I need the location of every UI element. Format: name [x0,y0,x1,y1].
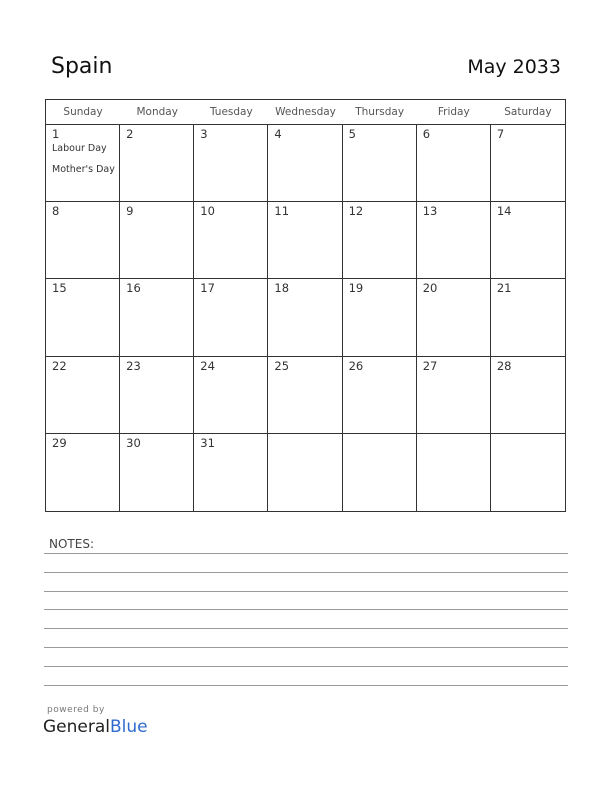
day-cell [491,125,565,202]
day-number: 10 [200,204,215,219]
day-cell [417,357,491,434]
day-number: 3 [200,127,208,141]
note-line [44,647,568,648]
country-title: Spain [51,54,113,79]
day-cell [417,434,491,511]
day-number: 27 [422,358,438,373]
note-line [44,572,568,573]
note-line [44,609,568,610]
day-number: 8 [52,204,60,219]
day-number: 21 [496,281,512,296]
day-cell [268,125,342,202]
day-number: 16 [126,281,141,296]
weekday-header: Sunday [63,106,103,118]
weekday-header-row [46,100,565,125]
day-number: 22 [52,358,67,373]
day-number: 9 [126,204,134,219]
day-cell [46,434,120,511]
day-cell [46,357,120,434]
day-number: 25 [274,358,290,373]
day-cell [120,279,194,356]
day-number: 19 [348,281,364,296]
weekday-header: Friday [437,106,470,118]
day-cell [343,125,417,202]
note-line [44,628,568,629]
day-cell [417,125,491,202]
day-cell [343,202,417,279]
brand-blue: Blue [110,717,148,737]
note-line [44,553,568,554]
day-cell [268,434,342,511]
weekday-header: Wednesday [275,106,336,118]
note-line [44,591,568,592]
day-cell [491,434,565,511]
day-cell [491,357,565,434]
notes-label: NOTES: [49,537,94,551]
day-cell [343,434,417,511]
day-cell [417,279,491,356]
day-number: 12 [348,204,364,219]
day-number: 2 [126,127,134,141]
day-cell [491,279,565,356]
day-number: 29 [52,435,67,450]
day-number: 13 [422,204,438,219]
day-cell [120,202,194,279]
day-cell [120,125,194,202]
day-cell [46,125,120,202]
day-number: 17 [200,281,215,296]
holiday-label: Labour Day [52,143,107,154]
day-number: 11 [274,204,290,219]
day-cell [194,357,268,434]
day-number: 28 [496,358,512,373]
calendar-body [46,125,565,511]
day-cell [120,357,194,434]
day-number: 20 [422,281,438,296]
weekday-header: Monday [136,106,178,118]
day-number: 24 [200,358,215,373]
day-number: 6 [422,127,431,141]
weekday-header: Thursday [355,106,405,118]
day-cell [46,202,120,279]
note-line [44,685,568,686]
generalblue-logo [43,717,148,737]
day-number: 4 [274,127,282,141]
day-number: 5 [348,127,356,141]
day-cell [46,279,120,356]
holiday-label: Mother's Day [52,164,115,175]
day-cell [194,125,268,202]
day-number: 7 [496,127,505,141]
powered-by-text: powered by [47,705,105,715]
day-cell [268,202,342,279]
day-number: 23 [126,358,141,373]
day-cell [194,434,268,511]
calendar-grid [45,99,566,512]
day-number: 1 [52,127,60,141]
day-cell [268,357,342,434]
weekday-header: Tuesday [209,106,253,118]
day-number: 14 [496,204,512,219]
day-cell [417,202,491,279]
month-year-title: May 2033 [467,56,561,78]
brand-general: General [43,717,110,737]
day-number: 26 [348,358,364,373]
day-cell [268,279,342,356]
day-cell [194,202,268,279]
day-number: 15 [52,281,67,296]
day-number: 31 [200,435,215,450]
day-cell [343,279,417,356]
weekday-header: Saturday [504,106,552,118]
day-cell [343,357,417,434]
day-number: 18 [274,281,290,296]
day-cell [120,434,194,511]
note-line [44,666,568,667]
day-cell [491,202,565,279]
day-cell [194,279,268,356]
day-number: 30 [126,435,141,450]
